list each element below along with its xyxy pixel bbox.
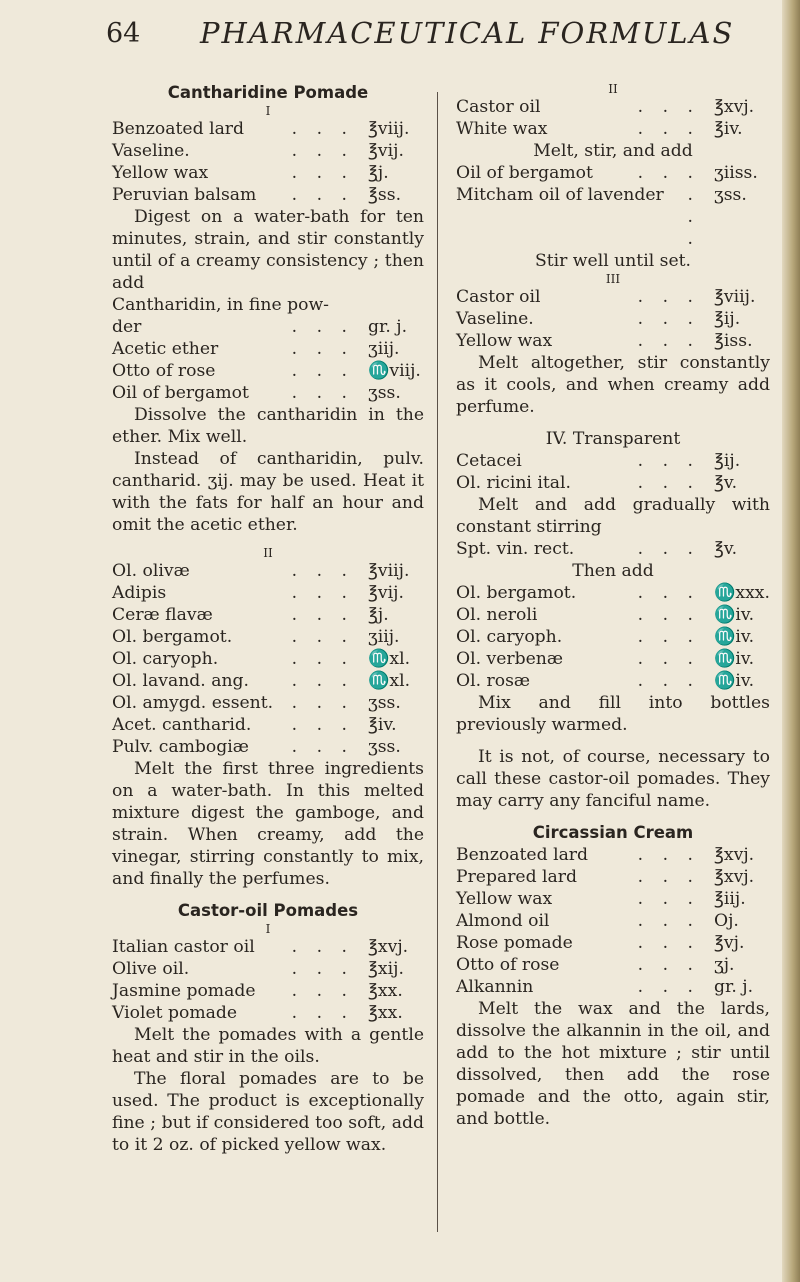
ingredient-list [456, 286, 770, 352]
ingredient-quantity: ʒss. [368, 383, 401, 403]
ingredient-quantity: ♏xxx. [714, 583, 770, 603]
ingredient-quantity: ℥iv. [714, 119, 743, 139]
ingredient-row [112, 648, 424, 670]
ingredient-row [112, 736, 424, 758]
leader-dots: . . . [637, 605, 700, 625]
leader-dots: . . . [637, 473, 700, 493]
instruction-text: Melt and add gradually with constant stirring [456, 495, 770, 537]
leader-dots: . . . [637, 97, 700, 117]
ingredient-row [456, 96, 770, 118]
page-edge [782, 0, 800, 1282]
ingredient-quantity: Oj. [714, 911, 739, 931]
ingredient-row [456, 582, 770, 604]
ingredient-quantity: ℥xvj. [368, 937, 409, 957]
ingredient-quantity: ʒss. [368, 693, 401, 713]
ingredient-quantity: ♏iv. [714, 627, 755, 647]
ingredient-quantity: ♏iv. [714, 671, 755, 691]
instruction-text: Melt the pomades with a gentle heat and stir in the oils. [112, 1025, 424, 1067]
formula-number: II [263, 546, 273, 560]
ingredient-list [456, 96, 770, 140]
ingredient-row [456, 932, 770, 954]
ingredient-quantity: ℥iss. [714, 331, 753, 351]
leader-dots: . . . [291, 715, 354, 735]
ingredient-name: Alkannin [456, 977, 534, 997]
ingredient-name: Yellow wax [456, 331, 553, 351]
ingredient-row [112, 670, 424, 692]
ingredient-row [456, 604, 770, 626]
ingredient-name: Ol. ricini ital. [456, 473, 571, 493]
section-title-cantharidine: Cantharidine Pomade [167, 83, 369, 102]
ingredient-row [112, 1002, 424, 1024]
ingredient-name: Spt. vin. rect. [456, 539, 575, 559]
ingredient-name: Ol. bergamot. [456, 583, 577, 603]
ingredient-row [456, 286, 770, 308]
leader-dots: . . . [291, 981, 354, 1001]
leader-dots: . . . [291, 937, 354, 957]
ingredient-name: Mitcham oil of lavender [456, 185, 664, 205]
formula-number: I [265, 922, 271, 936]
ingredient-list [112, 294, 424, 404]
ingredient-name: Castor oil [456, 97, 541, 117]
instruction-text: Melt, stir, and add [533, 141, 693, 161]
ingredient-quantity: ℥ss. [368, 185, 402, 205]
section-title-castor-oil: Castor-oil Pomades [177, 901, 359, 920]
leader-dots: . . . [637, 889, 700, 909]
ingredient-row [112, 184, 424, 206]
leader-dots: . . . [637, 845, 700, 865]
ingredient-name: Olive oil. [112, 959, 190, 979]
ingredient-name: Prepared lard [456, 867, 578, 887]
ingredient-name: Violet pomade [112, 1003, 238, 1023]
ingredient-quantity: ʒj. [714, 955, 735, 975]
instruction-text: Melt altogether, stir constantly as it cools, and when creamy add perfume. [456, 353, 770, 417]
ingredient-list [456, 162, 770, 250]
ingredient-name: Acet. cantharid. [112, 715, 252, 735]
ingredient-name: Jasmine pomade [112, 981, 256, 1001]
ingredient-quantity: ℥viij. [368, 561, 410, 581]
right-column [456, 82, 770, 1130]
leader-dots: . . . [291, 649, 354, 669]
ingredient-quantity: ℥xij. [368, 959, 404, 979]
ingredient-row [456, 330, 770, 352]
ingredient-quantity: ℥j. [368, 605, 389, 625]
ingredient-row [456, 844, 770, 866]
formula-number: II [608, 82, 618, 96]
leader-dots: . . . [637, 867, 700, 887]
ingredient-quantity: ʒiiss. [714, 163, 758, 183]
ingredient-list [456, 450, 770, 494]
leader-dots: . . . [291, 383, 354, 403]
instruction-text: Dissolve the cantharidin in the ether. Mix well. [112, 405, 424, 447]
left-column [112, 82, 424, 1156]
ingredient-row [456, 450, 770, 472]
leader-dots: . . . [291, 317, 354, 337]
ingredient-quantity [368, 294, 424, 316]
ingredient-quantity: ♏xl. [368, 671, 411, 691]
ingredient-name: Vaseline. [456, 309, 534, 329]
ingredient-quantity: ♏xl. [368, 649, 411, 669]
ingredient-quantity: ℥v. [714, 473, 738, 493]
leader-dots: . . . [637, 287, 700, 307]
ingredient-quantity: ℥j. [368, 163, 389, 183]
ingredient-quantity: gr. j. [714, 977, 754, 997]
ingredient-row [112, 294, 424, 316]
leader-dots: . . . [637, 933, 700, 953]
leader-dots: . . . [291, 141, 354, 161]
ingredient-name: White wax [456, 119, 548, 139]
formula-number: IV. Transparent [545, 429, 681, 449]
ingredient-list [112, 936, 424, 1024]
ingredient-name: Ol. rosæ [456, 671, 531, 691]
ingredient-row [456, 626, 770, 648]
ingredient-name: Pulv. cambogiæ [112, 737, 249, 757]
instruction-text: The floral pomades are to be used. The product is exceptionally fine ; but if considered too soft, add to it 2 oz. of picked yellow wax. [112, 1069, 424, 1155]
instruction-text: It is not, of course, necessary to call these castor-oil pomades. They may carry any fanciful name. [456, 747, 770, 811]
ingredient-name: Oil of bergamot [456, 163, 593, 183]
ingredient-name: Almond oil [456, 911, 550, 931]
leader-dots: . . . [637, 955, 700, 975]
ingredient-name: der [112, 317, 142, 337]
instruction-text: Digest on a water-bath for ten minutes, strain, and stir constantly until of a creamy consistency ; then add [112, 207, 424, 293]
leader-dots: . . . [637, 977, 700, 997]
ingredient-row [112, 958, 424, 980]
ingredient-name: Yellow wax [456, 889, 553, 909]
ingredient-quantity: ℥vij. [368, 141, 404, 161]
ingredient-quantity: ʒiij. [368, 627, 400, 647]
ingredient-quantity: ʒss. [714, 185, 747, 205]
ingredient-name: Ol. amygd. essent. [112, 693, 274, 713]
ingredient-quantity: ℥xx. [368, 1003, 403, 1023]
ingredient-name: Ol. caryoph. [456, 627, 563, 647]
ingredient-name: Italian castor oil [112, 937, 255, 957]
ingredient-quantity: ℥iij. [714, 889, 746, 909]
leader-dots: . . . [637, 627, 700, 647]
leader-dots: . . . [637, 331, 700, 351]
ingredient-name: Ol. lavand. ang. [112, 671, 249, 691]
leader-dots: . . . [291, 1003, 354, 1023]
ingredient-row [456, 162, 770, 184]
ingredient-row [456, 888, 770, 910]
page-number: 64 [106, 18, 141, 49]
ingredient-quantity: ℥xx. [368, 981, 403, 1001]
ingredient-name: Peruvian balsam [112, 185, 257, 205]
instruction-text: Melt the wax and the lards, dissolve the alkannin in the oil, and add to the hot mixture ; stir until dissolved, then add the rose pomade and the otto, again stir, and bottle. [456, 999, 770, 1129]
ingredient-row [456, 118, 770, 140]
ingredient-row [112, 560, 424, 582]
leader-dots: . . . [637, 309, 700, 329]
ingredient-row [112, 382, 424, 404]
ingredient-row [456, 670, 770, 692]
ingredient-row [112, 582, 424, 604]
ingredient-quantity: ʒss. [368, 737, 401, 757]
leader-dots: . . . [291, 693, 354, 713]
section-title-circassian-cream: Circassian Cream [532, 823, 694, 842]
leader-dots: . . . [637, 119, 700, 139]
ingredient-row [456, 866, 770, 888]
ingredient-row [112, 360, 424, 382]
leader-dots: . . . [291, 339, 354, 359]
ingredient-name: Otto of rose [456, 955, 560, 975]
ingredient-row [112, 118, 424, 140]
ingredient-name: Cetacei [456, 451, 522, 471]
ingredient-row [112, 338, 424, 360]
ingredient-name: Acetic ether [112, 339, 219, 359]
ingredient-quantity: ℥vij. [368, 583, 404, 603]
ingredient-name: Ol. olivæ [112, 561, 190, 581]
leader-dots: . . . [291, 119, 354, 139]
leader-dots: . . . [291, 185, 354, 205]
ingredient-row [112, 936, 424, 958]
ingredient-name: Ol. caryoph. [112, 649, 219, 669]
leader-dots: . . . [291, 605, 354, 625]
ingredient-quantity: ♏iv. [714, 605, 755, 625]
ingredient-quantity: ℥vj. [714, 933, 745, 953]
ingredient-list [112, 118, 424, 206]
leader-dots: . . . [637, 451, 700, 471]
ingredient-name: Benzoated lard [456, 845, 589, 865]
ingredient-name: Ol. neroli [456, 605, 538, 625]
leader-dots: . . . [637, 163, 700, 183]
leader-dots: . . . [291, 627, 354, 647]
ingredient-list [456, 582, 770, 692]
instruction-text: Then add [572, 561, 654, 581]
ingredient-name: Adipis [112, 583, 167, 603]
ingredient-row [112, 140, 424, 162]
ingredient-quantity: ℥xvj. [714, 97, 755, 117]
ingredient-list [456, 844, 770, 998]
ingredient-name: Castor oil [456, 287, 541, 307]
leader-dots [329, 294, 368, 316]
ingredient-name: Ol. bergamot. [112, 627, 233, 647]
ingredient-row [112, 714, 424, 736]
leader-dots: . . . [291, 959, 354, 979]
ingredient-name: Ol. verbenæ [456, 649, 564, 669]
ingredient-quantity: ℥ij. [714, 451, 741, 471]
ingredient-row [456, 648, 770, 670]
ingredient-row [456, 308, 770, 330]
formula-number: III [605, 272, 621, 286]
ingredient-quantity: ʒiij. [368, 339, 400, 359]
ingredient-name: Otto of rose [112, 361, 216, 381]
leader-dots: . . . [291, 583, 354, 603]
instruction-text: Mix and fill into bottles previously warmed. [456, 693, 770, 735]
ingredient-row [456, 184, 770, 250]
instruction-text: Instead of cantharidin, pulv. cantharid. ʒij. may be used. Heat it with the fats for half an hour and omit the acetic ether. [112, 449, 424, 535]
ingredient-list [112, 560, 424, 758]
leader-dots: . . . [637, 539, 700, 559]
ingredient-name: Rose pomade [456, 933, 573, 953]
ingredient-quantity: ♏iv. [714, 649, 755, 669]
running-title: PHARMACEUTICAL FORMULAS [200, 16, 735, 50]
leader-dots: . . . [687, 185, 700, 249]
ingredient-name: Yellow wax [112, 163, 209, 183]
ingredient-row [112, 692, 424, 714]
ingredient-row [112, 316, 424, 338]
ingredient-list [456, 538, 770, 560]
ingredient-name: Benzoated lard [112, 119, 245, 139]
leader-dots: . . . [291, 361, 354, 381]
ingredient-row [456, 472, 770, 494]
ingredient-quantity: ℥ij. [714, 309, 741, 329]
ingredient-quantity: ℥viij. [714, 287, 756, 307]
ingredient-row [456, 538, 770, 560]
ingredient-row [456, 910, 770, 932]
ingredient-quantity: ℥viij. [368, 119, 410, 139]
ingredient-row [112, 980, 424, 1002]
leader-dots: . . . [291, 163, 354, 183]
ingredient-name: Vaseline. [112, 141, 190, 161]
leader-dots: . . . [637, 671, 700, 691]
leader-dots: . . . [291, 737, 354, 757]
ingredient-row [456, 954, 770, 976]
ingredient-quantity: ℥xvj. [714, 867, 755, 887]
ingredient-quantity: ℥iv. [368, 715, 397, 735]
ingredient-quantity: ℥v. [714, 539, 738, 559]
ingredient-quantity: ℥xvj. [714, 845, 755, 865]
column-divider [437, 92, 438, 1232]
leader-dots: . . . [291, 671, 354, 691]
ingredient-row [112, 604, 424, 626]
leader-dots: . . . [291, 561, 354, 581]
ingredient-quantity: ♏viij. [368, 361, 421, 381]
ingredient-name: Cantharidin, in fine pow- [112, 295, 329, 315]
leader-dots: . . . [637, 649, 700, 669]
ingredient-name: Oil of bergamot [112, 383, 249, 403]
leader-dots: . . . [637, 583, 700, 603]
formula-number: I [265, 104, 271, 118]
instruction-text: Melt the first three ingredients on a water-bath. In this melted mixture digest the gamboge, and strain. When creamy, add the vinegar, stirring constantly to mix, and finally the perfumes. [112, 759, 424, 889]
page-header [0, 14, 780, 54]
ingredient-name: Ceræ flavæ [112, 605, 213, 625]
ingredient-row [456, 976, 770, 998]
leader-dots: . . . [637, 911, 700, 931]
instruction-text: Stir well until set. [534, 251, 692, 271]
ingredient-quantity: gr. j. [368, 317, 408, 337]
ingredient-row [112, 162, 424, 184]
ingredient-row [112, 626, 424, 648]
